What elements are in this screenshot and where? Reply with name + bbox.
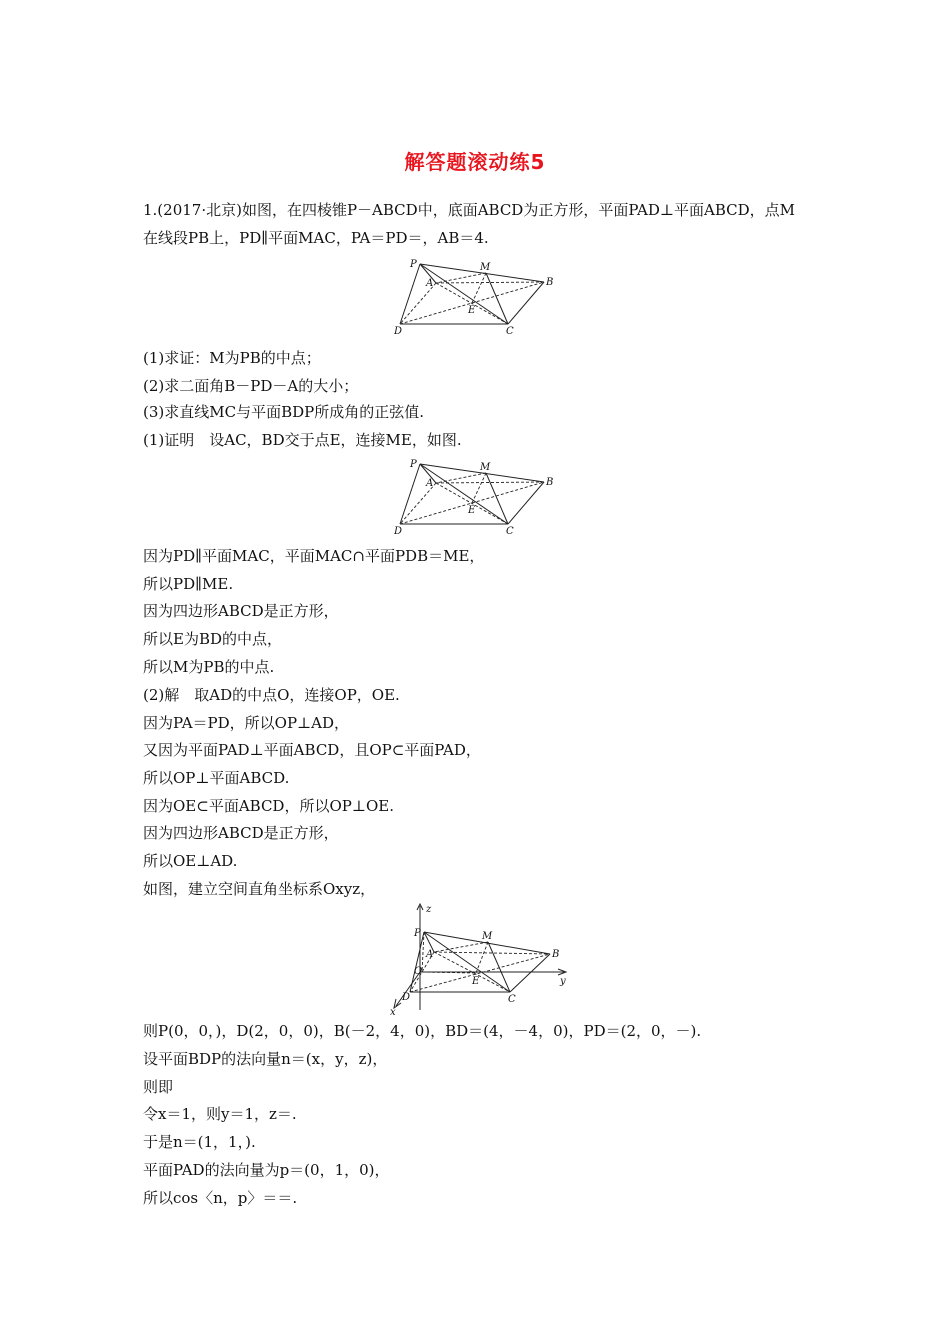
label-M: M: [482, 931, 493, 942]
question-1: (1)求证：M为PB的中点；: [143, 349, 321, 367]
solution-intro: (1)证明 设AC，BD交于点E，连接ME，如图.: [143, 431, 462, 449]
label-P: P: [410, 259, 417, 270]
label-P: P: [410, 459, 417, 470]
label-B: B: [546, 277, 554, 288]
problem-line-2: 在线段PB上，PD∥平面MAC，PA＝PD＝，AB＝4.: [143, 229, 489, 247]
label-E: E: [468, 505, 476, 516]
part3-line-1: 则P(0，0，)，D(2，0，0)，B(－2，4，0)，BD＝(4，－4，0)，PD＝(2，0，－).: [143, 1022, 702, 1040]
pyramid-figure-1: [390, 256, 560, 338]
part2-line-7: 所以OE⊥AD.: [143, 852, 238, 870]
part2-line-2: 因为PA＝PD，所以OP⊥AD，: [143, 714, 350, 732]
page-title: 解答题滚动练5: [404, 150, 546, 174]
label-D: D: [394, 526, 403, 537]
part1-line-2: 所以PD∥ME.: [143, 575, 234, 593]
question-2: (2)求二面角B－PD－A的大小；: [143, 377, 359, 395]
part2-line-5: 因为OE⊂平面ABCD，所以OP⊥OE.: [143, 797, 394, 815]
label-C: C: [506, 326, 514, 337]
part1-line-5: 所以M为PB的中点.: [143, 658, 275, 676]
part2-line-1: (2)解 取AD的中点O，连接OP，OE.: [143, 686, 400, 704]
label-A: A: [426, 478, 434, 489]
part3-line-4: 令x＝1，则y＝1，z＝.: [143, 1105, 297, 1123]
part2-line-4: 所以OP⊥平面ABCD.: [143, 769, 290, 787]
problem-line-1: 1.(2017·北京)如图，在四棱锥P－ABCD中，底面ABCD为正方形，平面PAD⊥平面ABCD，点M: [143, 201, 796, 219]
label-E: E: [472, 976, 480, 987]
part3-line-5: 于是n＝(1，1，).: [143, 1133, 256, 1151]
label-O: O: [414, 966, 423, 977]
label-z: z: [426, 904, 432, 915]
label-D: D: [394, 326, 403, 337]
label-A: A: [426, 278, 434, 289]
label-C: C: [508, 994, 516, 1005]
label-B: B: [552, 949, 560, 960]
label-E: E: [468, 305, 476, 316]
part1-line-1: 因为PD∥平面MAC，平面MAC∩平面PDB＝ME，: [143, 547, 485, 565]
question-3: (3)求直线MC与平面BDP所成角的正弦值.: [143, 403, 424, 421]
part3-line-3: 则即: [143, 1078, 174, 1096]
part1-line-3: 因为四边形ABCD是正方形，: [143, 602, 339, 620]
label-D: D: [402, 992, 411, 1003]
part1-line-4: 所以E为BD的中点，: [143, 630, 282, 648]
part2-line-8: 如图，建立空间直角坐标系Oxyz，: [143, 880, 376, 898]
part2-line-6: 因为四边形ABCD是正方形，: [143, 824, 339, 842]
label-C: C: [506, 526, 514, 537]
part2-line-3: 又因为平面PAD⊥平面ABCD，且OP⊂平面PAD，: [143, 741, 481, 759]
part3-line-7: 所以cos〈n，p〉＝＝.: [143, 1189, 298, 1207]
pyramid-figure-2: [390, 456, 560, 538]
label-y: y: [560, 976, 566, 987]
label-A: A: [426, 949, 434, 960]
label-M: M: [480, 462, 491, 473]
part3-line-6: 平面PAD的法向量为p＝(0，1，0)，: [143, 1161, 390, 1179]
part3-line-2: 设平面BDP的法向量n＝(x，y，z)，: [143, 1050, 388, 1068]
label-B: B: [546, 477, 554, 488]
label-M: M: [480, 262, 491, 273]
pyramid-coordinate-figure: [380, 900, 580, 1016]
label-x: x: [390, 1007, 396, 1016]
label-P: P: [414, 928, 421, 939]
